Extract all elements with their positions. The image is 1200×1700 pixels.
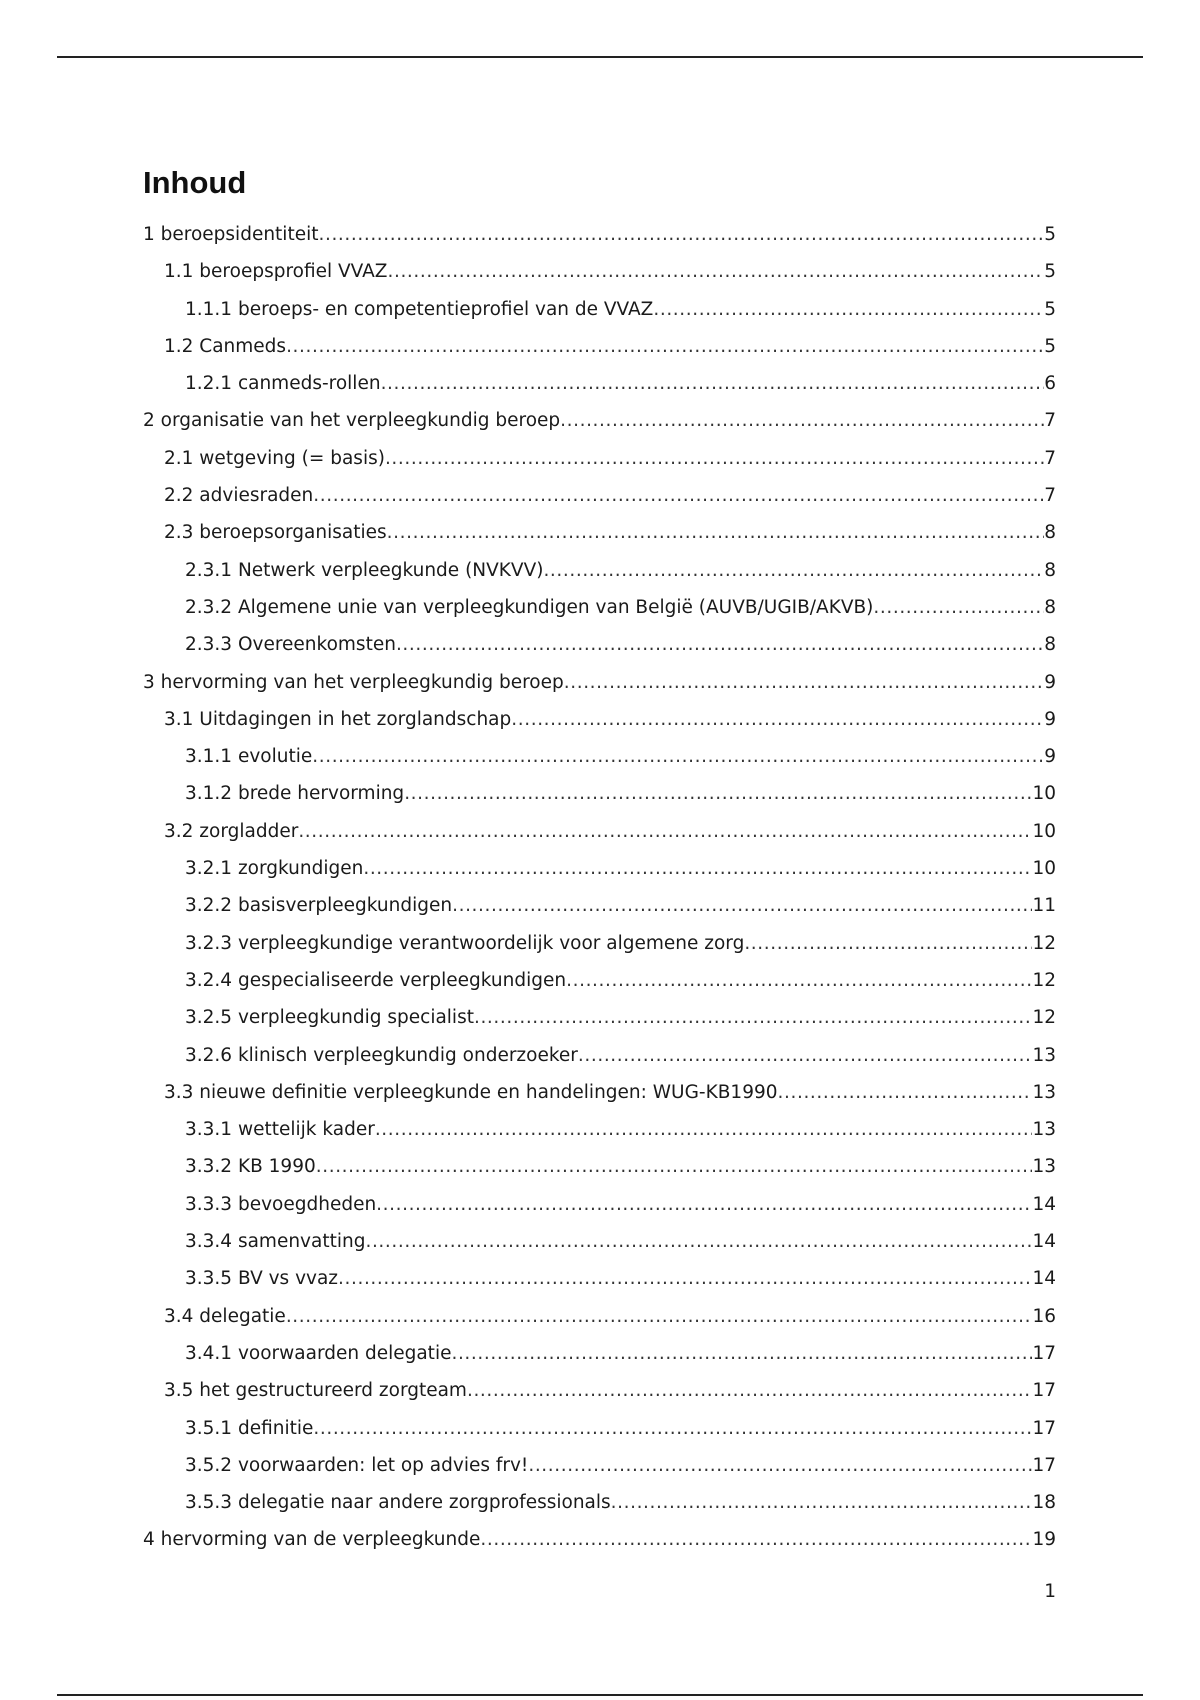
toc-dot-leader: [564, 664, 1044, 701]
toc-entry[interactable]: [143, 552, 1056, 589]
toc-entry[interactable]: [143, 738, 1056, 775]
toc-dot-leader: [653, 291, 1044, 328]
toc-entry-text: 3.1 Uitdagingen in het zorglandschap: [164, 708, 512, 730]
toc-entry-text: 3.3 nieuwe definitie verpleegkunde en handelingen: WUG-KB1990: [164, 1081, 778, 1103]
toc-page-number: 7: [1044, 410, 1056, 432]
toc-entry-text: 3 hervorming van het verpleegkundig beroep: [143, 671, 564, 693]
toc-page-number: 13: [1032, 1156, 1056, 1178]
toc-entry-text: 2 organisatie van het verpleegkundig beroep: [143, 410, 561, 432]
toc-dot-leader: [566, 962, 1032, 999]
toc-entry[interactable]: [143, 1521, 1056, 1558]
toc-entry-text: 3.2 zorgladder: [164, 820, 299, 842]
toc-entry[interactable]: [143, 626, 1056, 663]
toc-page-number: 8: [1044, 596, 1056, 618]
toc-dot-leader: [396, 626, 1044, 663]
toc-entry[interactable]: [143, 589, 1056, 626]
toc-page-number: 11: [1032, 895, 1056, 917]
toc-page-number: 13: [1032, 1081, 1056, 1103]
toc-page-number: 18: [1032, 1492, 1056, 1514]
toc-page-number: 5: [1044, 335, 1056, 357]
toc-dot-leader: [543, 552, 1044, 589]
toc-page-number: 17: [1032, 1454, 1056, 1476]
toc-entry[interactable]: [143, 813, 1056, 850]
toc-entry[interactable]: [143, 1111, 1056, 1148]
toc-page-number: 10: [1032, 858, 1056, 880]
toc-entry[interactable]: [143, 775, 1056, 812]
toc-entry-text: 3.2.5 verpleegkundig specialist: [185, 1007, 474, 1029]
toc-entry[interactable]: [143, 850, 1056, 887]
toc-dot-leader: [560, 402, 1044, 439]
toc-entry-text: 3.5.2 voorwaarden: let op advies frv!: [185, 1454, 529, 1476]
toc-dot-leader: [611, 1484, 1033, 1521]
toc-dot-leader: [338, 1260, 1032, 1297]
toc-entry-text: 3.2.4 gespecialiseerde verpleegkundigen: [185, 969, 567, 991]
toc-page-number: 5: [1044, 224, 1056, 245]
toc-page-number: 13: [1032, 1044, 1056, 1066]
toc-entry[interactable]: [143, 1447, 1056, 1484]
toc-entry[interactable]: [143, 440, 1056, 477]
toc-entry[interactable]: [143, 291, 1056, 328]
toc-entry-text: 3.5.3 delegatie naar andere zorgprofessionals: [185, 1492, 611, 1514]
toc-page-number: 5: [1044, 298, 1056, 320]
toc-entry-text: 3.5 het gestructureerd zorgteam: [164, 1380, 467, 1402]
toc-entry[interactable]: [143, 514, 1056, 551]
toc-page-number: 17: [1032, 1417, 1056, 1439]
table-of-contents: [143, 216, 1056, 1559]
toc-entry[interactable]: [143, 365, 1056, 402]
toc-entry[interactable]: [143, 402, 1056, 439]
toc-entry[interactable]: [143, 1484, 1056, 1521]
footer-rule: [57, 1694, 1143, 1696]
toc-page-number: 9: [1044, 671, 1056, 693]
toc-entry-text: 2.3.2 Algemene unie van verpleegkundigen van België (AUVB/UGIB/AKVB): [185, 596, 874, 618]
toc-entry[interactable]: [143, 1037, 1056, 1074]
toc-entry-text: 3.1.1 evolutie: [185, 746, 313, 768]
toc-page-number: 13: [1032, 1119, 1056, 1141]
toc-dot-leader: [387, 253, 1044, 290]
toc-entry-text: 3.3.4 samenvatting: [185, 1231, 366, 1253]
toc-page-number: 9: [1044, 746, 1056, 768]
toc-page-number: 8: [1044, 559, 1056, 581]
toc-dot-leader: [365, 1223, 1032, 1260]
toc-dot-leader: [452, 887, 1032, 924]
toc-page-number: 16: [1032, 1305, 1056, 1327]
toc-page-number: 7: [1044, 485, 1056, 507]
toc-dot-leader: [286, 1298, 1033, 1335]
toc-entry[interactable]: [143, 1372, 1056, 1409]
toc-entry[interactable]: [143, 1074, 1056, 1111]
toc-entry-text: 3.2.1 zorgkundigen: [185, 858, 364, 880]
toc-entry-text: 2.1 wetgeving (= basis): [164, 447, 385, 469]
toc-title: Inhoud: [143, 165, 247, 200]
toc-page-number: 9: [1044, 708, 1056, 730]
header-rule: [57, 56, 1143, 58]
toc-dot-leader: [387, 514, 1045, 551]
toc-dot-leader: [313, 477, 1044, 514]
toc-entry-text: 3.4 delegatie: [164, 1305, 286, 1327]
toc-page-number: 14: [1032, 1231, 1056, 1253]
toc-entry-text: 3.5.1 definitie: [185, 1417, 314, 1439]
toc-dot-leader: [298, 813, 1032, 850]
toc-entry[interactable]: [143, 962, 1056, 999]
toc-entry[interactable]: [143, 701, 1056, 738]
toc-entry[interactable]: [143, 1223, 1056, 1260]
toc-page-number: 6: [1044, 373, 1056, 395]
toc-dot-leader: [528, 1447, 1032, 1484]
toc-entry[interactable]: [143, 1148, 1056, 1185]
toc-page-number: 12: [1032, 969, 1056, 991]
toc-dot-leader: [381, 365, 1045, 402]
toc-dot-leader: [404, 775, 1032, 812]
toc-entry-text: 3.2.2 basisverpleegkundigen: [185, 895, 453, 917]
toc-entry-text: 3.3.5 BV vs vvaz: [185, 1268, 339, 1290]
toc-entry[interactable]: [143, 999, 1056, 1036]
toc-entry[interactable]: [143, 328, 1056, 365]
toc-entry-text: 3.2.3 verpleegkundige verantwoordelijk voor algemene zorg: [185, 932, 745, 954]
toc-entry[interactable]: [143, 1298, 1056, 1335]
toc-dot-leader: [313, 1410, 1032, 1447]
toc-entry-text: 1.1.1 beroeps- en competentieprofiel van de VVAZ: [185, 298, 654, 320]
toc-page-number: 7: [1044, 447, 1056, 469]
toc-dot-leader: [375, 1111, 1033, 1148]
toc-entry[interactable]: [143, 216, 1056, 253]
toc-page-number: 8: [1044, 522, 1056, 544]
toc-entry[interactable]: [143, 1410, 1056, 1447]
toc-page-number: 8: [1044, 634, 1056, 656]
toc-dot-leader: [467, 1372, 1032, 1409]
toc-page-number: 19: [1032, 1529, 1056, 1551]
toc-page-number: 12: [1032, 1007, 1056, 1029]
toc-entry[interactable]: [143, 664, 1056, 701]
toc-entry[interactable]: [143, 1186, 1056, 1223]
toc-entry-text: 3.2.6 klinisch verpleegkundig onderzoeker: [185, 1044, 578, 1066]
toc-dot-leader: [286, 328, 1044, 365]
toc-entry-text: 1 beroepsidentiteit: [143, 224, 319, 245]
toc-dot-leader: [316, 1148, 1033, 1185]
toc-entry-text: 3.3.2 KB 1990: [185, 1156, 316, 1178]
toc-entry-text: 2.3.3 Overeenkomsten: [185, 634, 396, 656]
toc-entry-text: 2.3.1 Netwerk verpleegkunde (NVKVV): [185, 559, 544, 581]
toc-page-number: 17: [1032, 1380, 1056, 1402]
toc-entry-text: 3.3.3 bevoegdheden: [185, 1193, 377, 1215]
toc-page-number: 10: [1032, 820, 1056, 842]
toc-dot-leader: [480, 1521, 1032, 1558]
toc-page-number: 14: [1032, 1268, 1056, 1290]
toc-page-number: 14: [1032, 1193, 1056, 1215]
toc-entry[interactable]: [143, 1335, 1056, 1372]
toc-page-number: 12: [1032, 932, 1056, 954]
toc-page-number: 10: [1032, 783, 1056, 805]
toc-dot-leader: [474, 999, 1032, 1036]
toc-dot-leader: [318, 216, 1044, 253]
toc-entry[interactable]: [143, 925, 1056, 962]
toc-entry-text: 3.3.1 wettelijk kader: [185, 1119, 375, 1141]
toc-entry[interactable]: [143, 1260, 1056, 1297]
toc-dot-leader: [363, 850, 1032, 887]
toc-entry-text: 2.3 beroepsorganisaties: [164, 522, 387, 544]
toc-entry-text: 2.2 adviesraden: [164, 485, 314, 507]
toc-entry[interactable]: [143, 477, 1056, 514]
toc-dot-leader: [451, 1335, 1032, 1372]
toc-dot-leader: [312, 738, 1044, 775]
page-number: 1: [1044, 1581, 1056, 1602]
toc-page-number: 5: [1044, 261, 1056, 283]
toc-entry[interactable]: [143, 887, 1056, 924]
toc-entry-text: 4 hervorming van de verpleegkunde: [143, 1529, 481, 1551]
toc-entry-text: 1.1 beroepsprofiel VVAZ: [164, 261, 388, 283]
toc-dot-leader: [376, 1186, 1032, 1223]
toc-entry-text: 3.1.2 brede hervorming: [185, 783, 405, 805]
toc-dot-leader: [873, 589, 1044, 626]
toc-entry-text: 1.2.1 canmeds-rollen: [185, 373, 381, 395]
toc-dot-leader: [778, 1074, 1033, 1111]
toc-dot-leader: [578, 1037, 1033, 1074]
toc-dot-leader: [511, 701, 1044, 738]
toc-dot-leader: [385, 440, 1044, 477]
toc-entry-text: 3.4.1 voorwaarden delegatie: [185, 1342, 452, 1364]
toc-entry-text: 1.2 Canmeds: [164, 335, 287, 357]
toc-page-number: 17: [1032, 1342, 1056, 1364]
toc-entry[interactable]: [143, 253, 1056, 290]
toc-dot-leader: [744, 925, 1032, 962]
